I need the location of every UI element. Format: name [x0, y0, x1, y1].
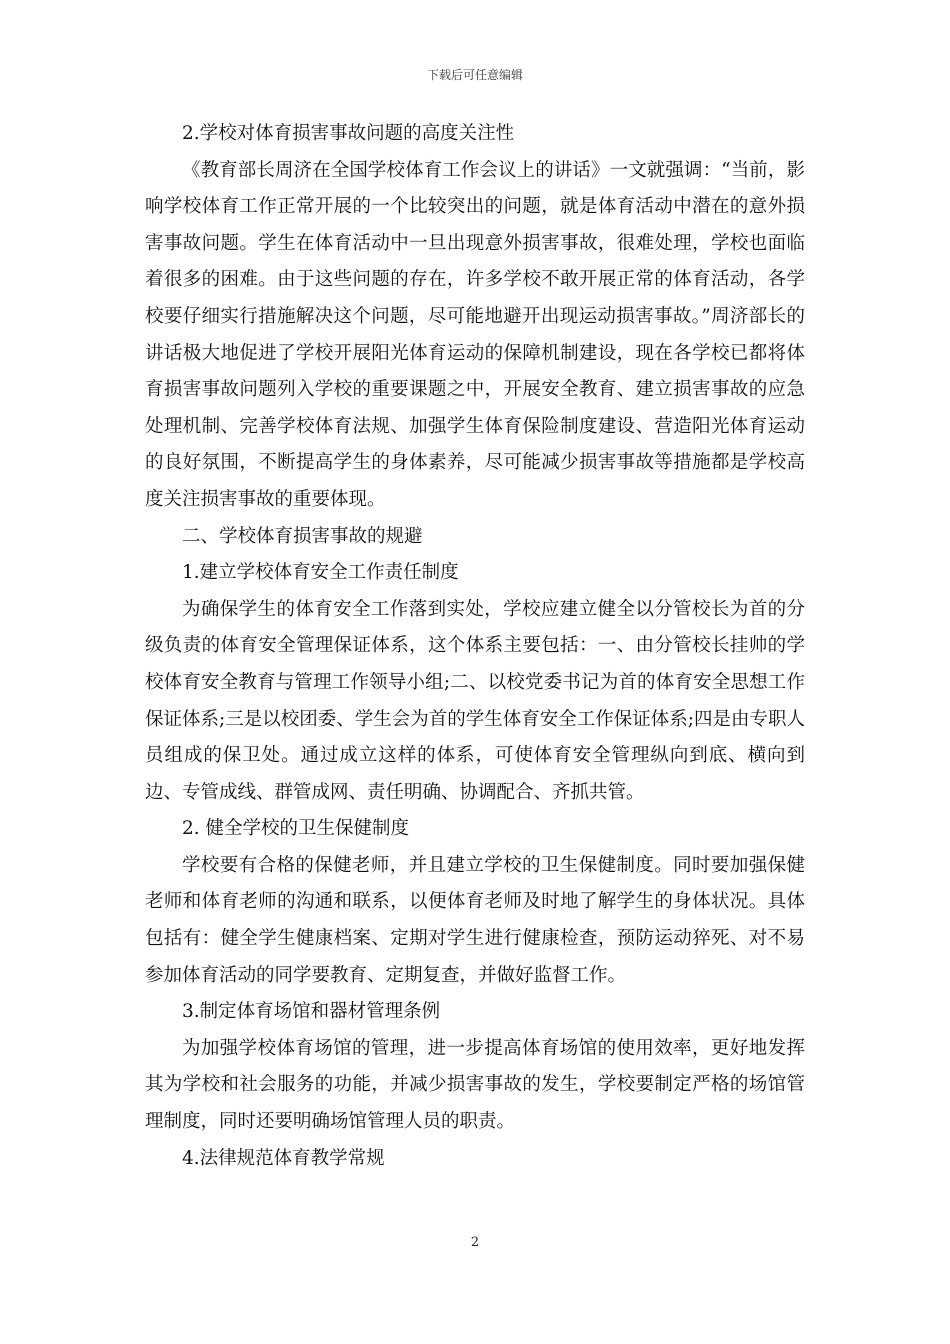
section-heading-safety-concern: 2.学校对体育损害事故问题的高度关注性 — [182, 123, 515, 144]
paragraph-health-system: 学校要有合格的保健老师，并且建立学校的卫生保健制度。同时要加强保健老师和体育老师的沟通和联系，以便体育老师及时地了解学生的身体状况。具体包括有：健全学生健康档案、定期对学生进行健康检查，预防运动猝死、对不易参加体育活动的同学要教育、定期复查，并做好监督工作。 — [145, 854, 805, 986]
page-header: 下载后可任意编辑 — [426, 68, 523, 82]
subheading-health-system: 2. 健全学校的卫生保健制度 — [182, 818, 410, 840]
subheading-venue-management: 3.制定体育场馆和器材管理条例 — [182, 1001, 441, 1023]
page-number: 2 — [470, 1235, 480, 1250]
paragraph-responsibility-system: 为确保学生的体育安全工作落到实处，学校应建立健全以分管校长为首的分级负责的体育安全管理保证体系，这个体系主要包括：一、由分管校长挂帅的学校体育安全教育与管理工作领导小组;二、以校党委书记为首的体育安全思想工作保证体系;三是以校团委、学生会为首的学生体育安全工作保证体系;四是由专职人员组成的保卫处。通过成立这样的体系，可使体育安全管理纵向到底、横向到边、专管成线、群管成网、责任明确、协调配合、齐抓共管。 — [145, 598, 805, 803]
paragraph-venue-management: 为加强学校体育场馆的管理，进一步提高体育场馆的使用效率，更好地发挥其为学校和社会服务的功能，并减少损害事故的发生，学校要制定严格的场馆管理制度，同时还要明确场馆管理人员的职责。 — [145, 1037, 805, 1133]
paragraph-minister-speech: 《教育部长周济在全国学校体育工作会议上的讲话》一文就强调：“当前，影响学校体育工作正常开展的一个比较突出的问题，就是体育活动中潜在的意外损害事故问题。学生在体育活动中一旦出现意外损害事故，很难处理，学校也面临着很多的困难。由于这些问题的存在，许多学校不敢开展正常的体育活动，各学校要仔细实行措施解决这个问题，尽可能地避开出现运动损害事故。”周济部长的讲话极大地促进了学校开展阳光体育运动的保障机制建设，现在各学校已都将体育损害事故问题列入学校的重要课题之中，开展安全教育、建立损害事故的应急处理机制、完善学校体育法规、加强学生体育保险制度建设、营造阳光体育运动的良好氛围，不断提高学生的身体素养，尽可能减少损害事故等措施都是学校高度关注损害事故的重要体现。 — [145, 159, 805, 510]
section-heading-avoidance: 二、学校体育损害事故的规避 — [182, 525, 423, 547]
subheading-teaching-regulation: 4.法律规范体育教学常规 — [182, 1147, 385, 1169]
subheading-responsibility-system: 1.建立学校体育安全工作责任制度 — [182, 562, 459, 584]
document-body — [145, 116, 805, 1177]
